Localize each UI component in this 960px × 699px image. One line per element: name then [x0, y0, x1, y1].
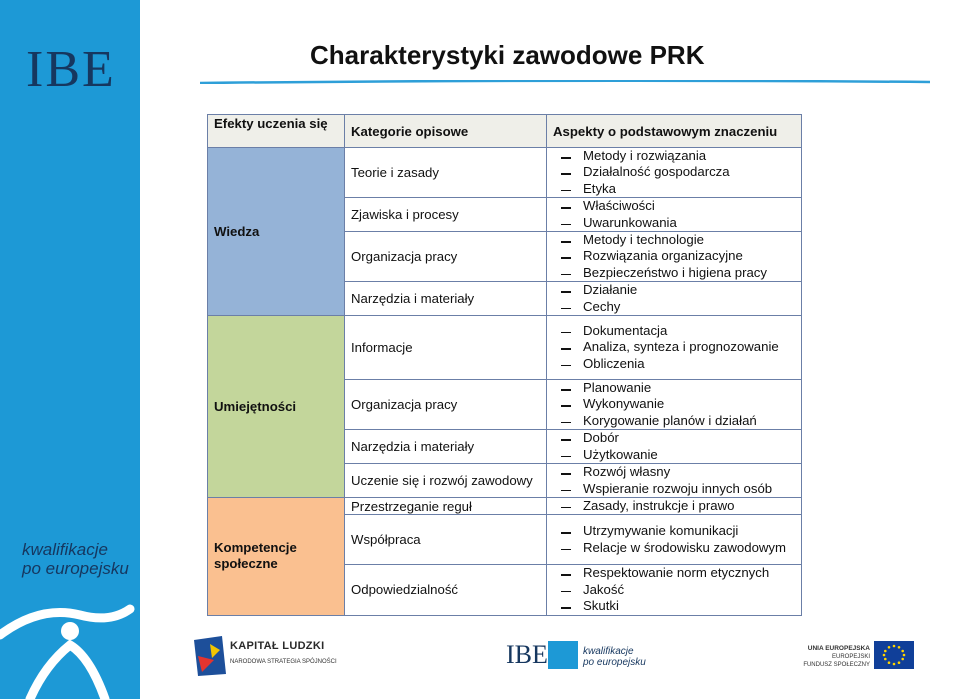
sidebar-tagline: kwalifikacje po europejsku	[22, 540, 129, 578]
list-item: Skutki	[551, 598, 797, 614]
page-title: Charakterystyki zawodowe PRK	[310, 40, 705, 70]
aspects-cell	[547, 565, 802, 615]
list-item: Bezpieczeństwo i higiena pracy	[551, 265, 797, 281]
category-cell: Teorie i zasady	[345, 148, 547, 198]
aspects-cell	[547, 316, 802, 380]
left-sidebar	[0, 0, 140, 699]
ibe-footer-figure-icon	[548, 641, 578, 669]
title-underline	[200, 80, 930, 84]
aspects-cell	[547, 282, 802, 316]
category-cell: Informacje	[345, 316, 547, 380]
list-item: Uwarunkowania	[551, 215, 797, 231]
ibe-footer-logo: IBE	[506, 640, 548, 669]
aspects-cell	[547, 430, 802, 464]
list-item: Użytkowanie	[551, 447, 797, 463]
eu-label: UNIA EUROPEJSKA EUROPEJSKI FUNDUSZ SPOŁECZNY	[803, 645, 870, 668]
aspects-cell	[547, 464, 802, 498]
aspects-cell	[547, 232, 802, 282]
list-item: Utrzymywanie komunikacji	[551, 523, 797, 539]
effect-kompetencje: Kompetencje społeczne	[208, 497, 345, 615]
category-cell: Współpraca	[345, 515, 547, 565]
list-item: Jakość	[551, 582, 797, 598]
list-item: Działanie	[551, 282, 797, 298]
header-aspects: Aspekty o podstawowym znaczeniu	[547, 115, 802, 148]
effect-wiedza: Wiedza	[208, 148, 345, 316]
list-item: Relacje w środowisku zawodowym	[551, 540, 797, 556]
list-item: Dobór	[551, 430, 797, 446]
list-item: Analiza, synteza i prognozowanie	[551, 339, 797, 355]
jumping-figure-icon	[0, 595, 140, 699]
category-cell: Narzędzia i materiały	[345, 282, 547, 316]
list-item: Działalność gospodarcza	[551, 164, 797, 180]
table-row	[208, 497, 802, 514]
aspects-cell	[547, 515, 802, 565]
list-item: Metody i rozwiązania	[551, 148, 797, 164]
category-cell: Przestrzeganie reguł	[345, 497, 547, 514]
list-item: Właściwości	[551, 198, 797, 214]
list-item: Metody i technologie	[551, 232, 797, 248]
kapital-ludzki-title: KAPITAŁ LUDZKI	[230, 640, 325, 652]
category-cell: Uczenie się i rozwój zawodowy	[345, 464, 547, 498]
list-item: Wspieranie rozwoju innych osób	[551, 481, 797, 497]
effect-umiejetnosci: Umiejętności	[208, 316, 345, 498]
list-item: Respektowanie norm etycznych	[551, 565, 797, 581]
prk-table	[207, 114, 802, 616]
table-row	[208, 148, 802, 198]
aspects-cell	[547, 380, 802, 430]
aspects-cell	[547, 148, 802, 198]
list-item: Obliczenia	[551, 356, 797, 372]
list-item: Wykonywanie	[551, 396, 797, 412]
header-categories: Kategorie opisowe	[345, 115, 547, 148]
category-cell: Organizacja pracy	[345, 380, 547, 430]
list-item: Cechy	[551, 299, 797, 315]
ibe-logo: IBE	[26, 41, 116, 98]
list-item: Etyka	[551, 181, 797, 197]
table-row	[208, 316, 802, 380]
list-item: Rozwiązania organizacyjne	[551, 248, 797, 264]
list-item: Dokumentacja	[551, 323, 797, 339]
kwalifikacje-footer: kwalifikacje po europejsku	[583, 646, 646, 668]
header-effects: Efekty uczenia się	[208, 115, 345, 148]
category-cell: Odpowiedzialność	[345, 565, 547, 615]
aspects-cell	[547, 497, 802, 514]
list-item: Planowanie	[551, 380, 797, 396]
list-item: Korygowanie planów i działań	[551, 413, 797, 429]
kapital-ludzki-subtitle: NARODOWA STRATEGIA SPÓJNOŚCI	[230, 659, 337, 665]
aspects-cell	[547, 198, 802, 232]
category-cell: Zjawiska i procesy	[345, 198, 547, 232]
list-item: Rozwój własny	[551, 464, 797, 480]
category-cell: Organizacja pracy	[345, 232, 547, 282]
category-cell: Narzędzia i materiały	[345, 430, 547, 464]
eu-flag-icon	[874, 641, 914, 669]
list-item: Zasady, instrukcje i prawo	[551, 498, 797, 514]
